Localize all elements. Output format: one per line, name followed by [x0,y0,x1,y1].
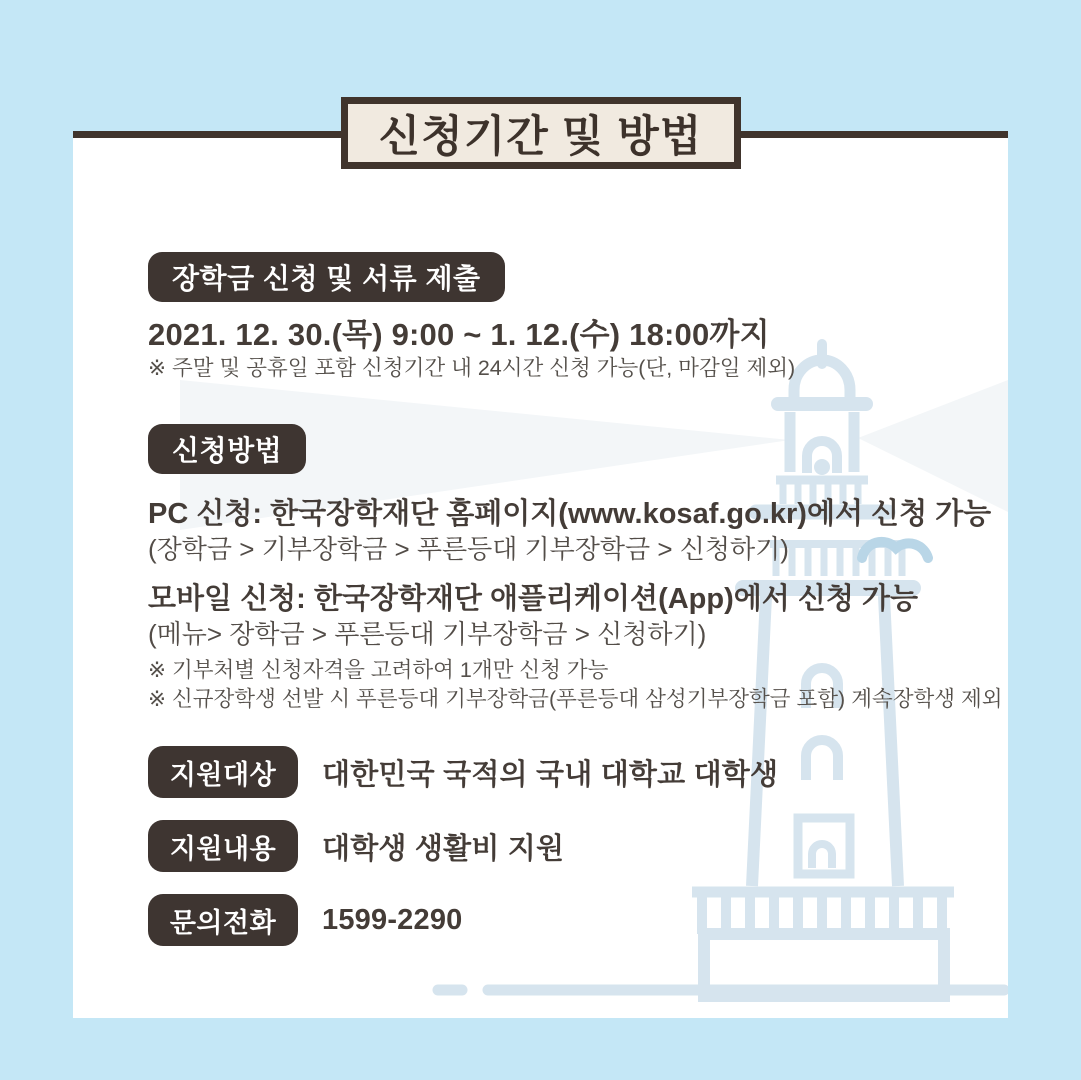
pc-apply-path-text: (장학금 > 기부장학금 > 푸른등대 기부장학금 > 신청하기) [148,534,789,564]
period-note-text: ※ 주말 및 공휴일 포함 신청기간 내 24시간 신청 가능(단, 마감일 제외) [148,356,796,380]
card-content [73,135,1008,1018]
support-content-badge [148,820,298,872]
support-content-badge-label: 지원내용 [169,833,277,864]
mobile-apply-path-text: (메뉴> 장학금 > 푸른등대 기부장학금 > 신청하기) [148,619,707,649]
support-target-value: 대한민국 국적의 국내 대학교 대학생 [322,758,779,791]
contact-phone-badge-label: 문의전화 [169,907,277,938]
support-target-badge-label: 지원대상 [169,759,277,790]
method-badge [148,424,306,474]
application-period-text: 2021. 12. 30.(목) 9:00 ~ 1. 12.(수) 18:00까지 [148,317,770,352]
support-target-row [148,746,778,798]
mobile-apply-text: 모바일 신청: 한국장학재단 애플리케이션(App)에서 신청 가능 [148,583,918,615]
contact-phone-badge [148,894,298,946]
contact-phone-row [148,894,463,946]
submission-badge [148,252,505,302]
content-card [73,135,1008,1018]
support-content-row [148,820,564,872]
method-note-1-text: ※ 기부처별 신청자격을 고려하여 1개만 신청 가능 [148,658,609,682]
page-title-banner [341,97,741,169]
support-content-value: 대학생 생활비 지원 [322,832,565,865]
submission-badge-label: 장학금 신청 및 서류 제출 [172,263,481,294]
method-badge-label: 신청방법 [172,435,283,466]
method-note-2-text: ※ 신규장학생 선발 시 푸른등대 기부장학금(푸른등대 삼성기부장학금 포함) 계속장학생 제외 [148,687,1003,711]
support-target-badge [148,746,298,798]
pc-apply-text: PC 신청: 한국장학재단 홈페이지(www.kosaf.go.kr)에서 신청 가능 [148,498,992,530]
contact-phone-value: 1599-2290 [322,903,463,936]
page-title: 신청기간 및 방법 [378,112,703,161]
